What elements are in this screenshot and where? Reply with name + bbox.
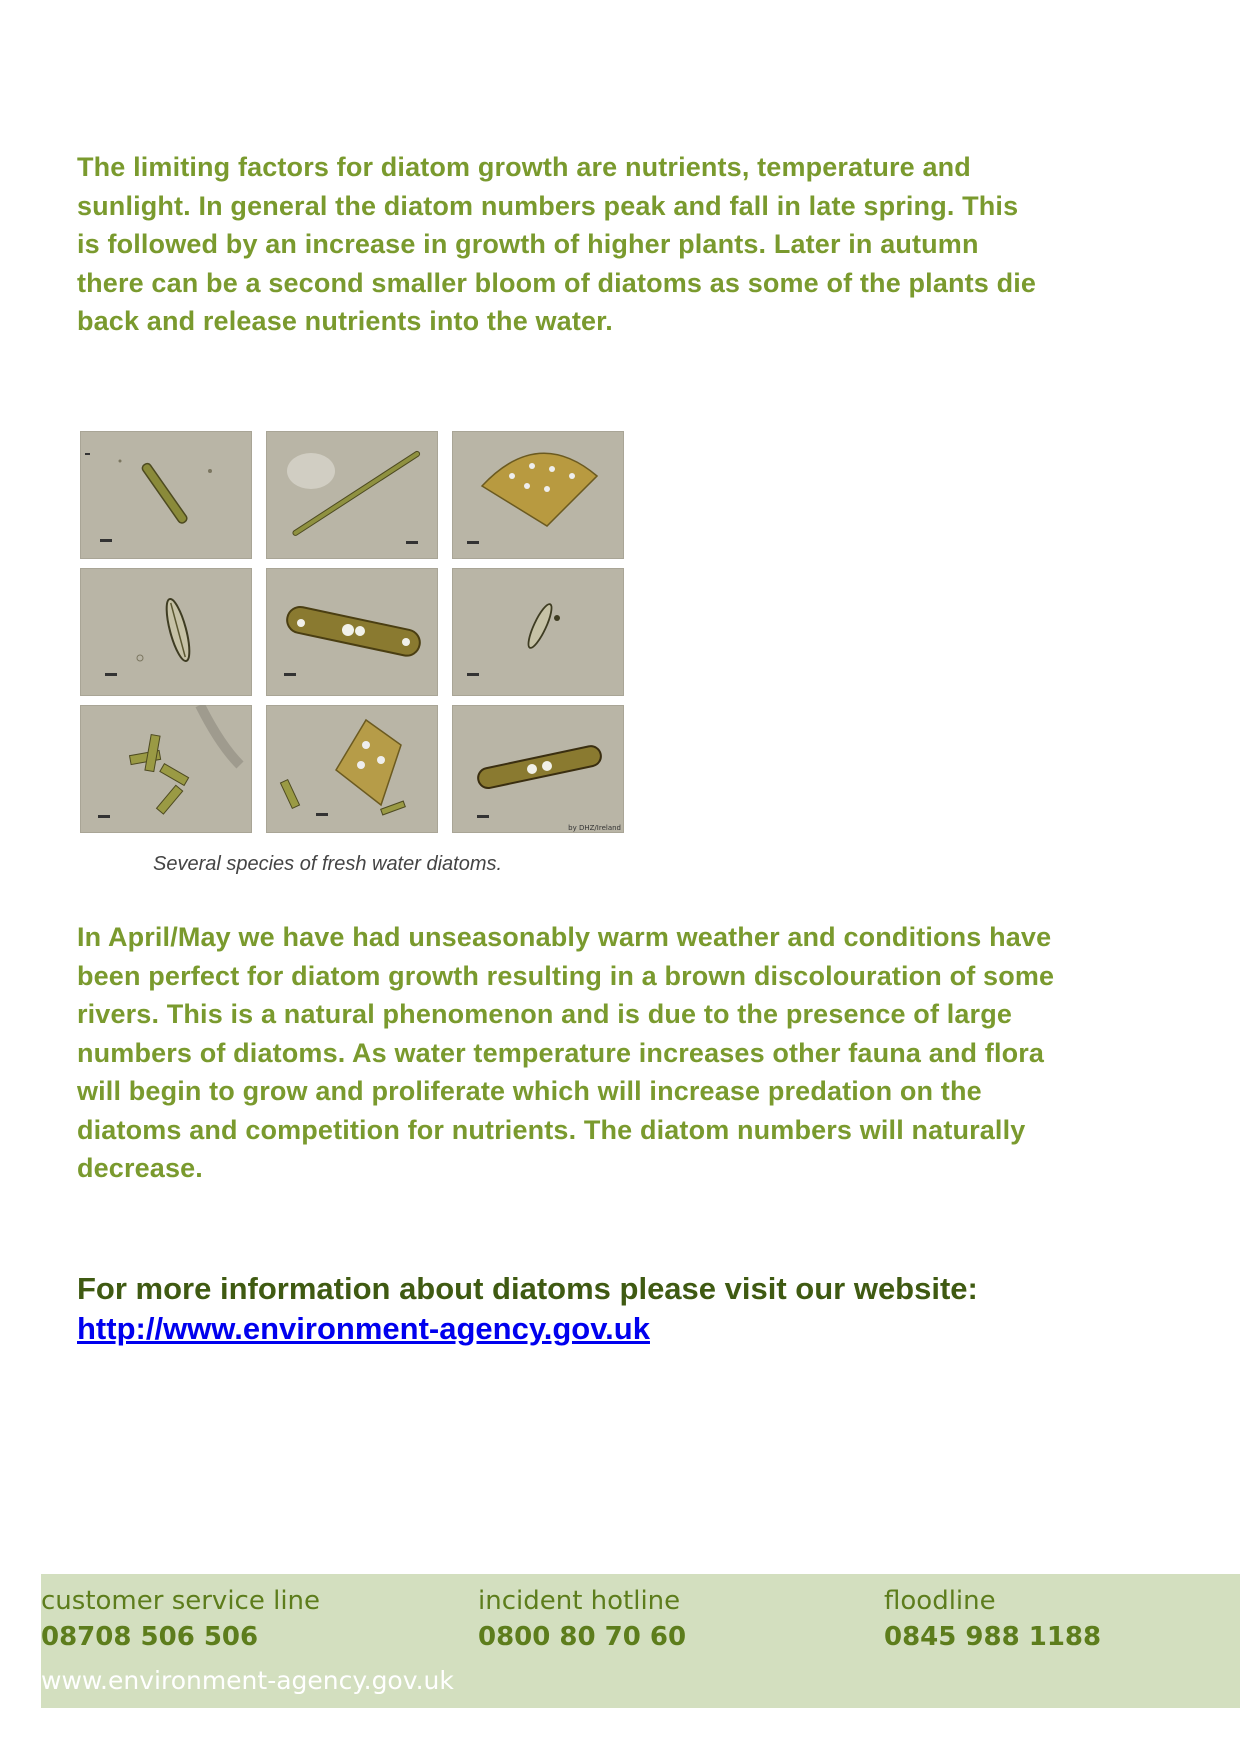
diatom-photo-grid [80, 431, 624, 833]
floodline-block [884, 1584, 1101, 1656]
customer-service-block [41, 1584, 320, 1656]
diatom-photo [452, 431, 624, 559]
footer-website: www.environment-agency.gov.uk [41, 1666, 454, 1695]
photo-credit: by DHZ/Ireland [568, 824, 621, 832]
april-may-paragraph: In April/May we have had unseasonably warm weather and conditions have been perfect for diatom growth resulting in a brown discolouration of some rivers. This is a natural phenomenon and is due to the presence of large numbers of diatoms. As water temperature increases other fauna and flora will begin to grow and proliferate which will increase predation on the diatoms and competition for nutrients. The diatom numbers will naturally decrease. [77, 922, 1055, 1183]
incident-hotline-number: 0800 80 70 60 [478, 1622, 687, 1652]
contact-footer [41, 1574, 1240, 1708]
customer-service-label: customer service line [41, 1586, 321, 1616]
diatom-photo [452, 568, 624, 696]
diatom-photo [80, 568, 252, 696]
figure-caption: Several species of fresh water diatoms. [153, 853, 503, 875]
diatom-photo [266, 705, 438, 833]
intro-paragraph: The limiting factors for diatom growth are nutrients, temperature and sunlight. In general the diatom numbers peak and fall in late spring. This is followed by an increase in growth of higher plants. Later in autumn there can be a second smaller bloom of diatoms as some of the plants die back and release nutrients into the water. [77, 152, 1037, 336]
more-info-heading: For more information about diatoms please visit our website: [77, 1271, 978, 1306]
incident-hotline-label: incident hotline [478, 1586, 681, 1616]
incident-hotline-block [478, 1584, 686, 1656]
diatom-photo [266, 431, 438, 559]
diatom-photo [80, 431, 252, 559]
floodline-number: 0845 988 1188 [884, 1622, 1102, 1652]
floodline-label: floodline [884, 1586, 996, 1616]
diatom-photo [452, 705, 624, 833]
diatom-photo [80, 705, 252, 833]
diatom-photo [266, 568, 438, 696]
website-link[interactable]: http://www.environment-agency.gov.uk [77, 1311, 650, 1346]
customer-service-number: 08708 506 506 [41, 1622, 259, 1652]
